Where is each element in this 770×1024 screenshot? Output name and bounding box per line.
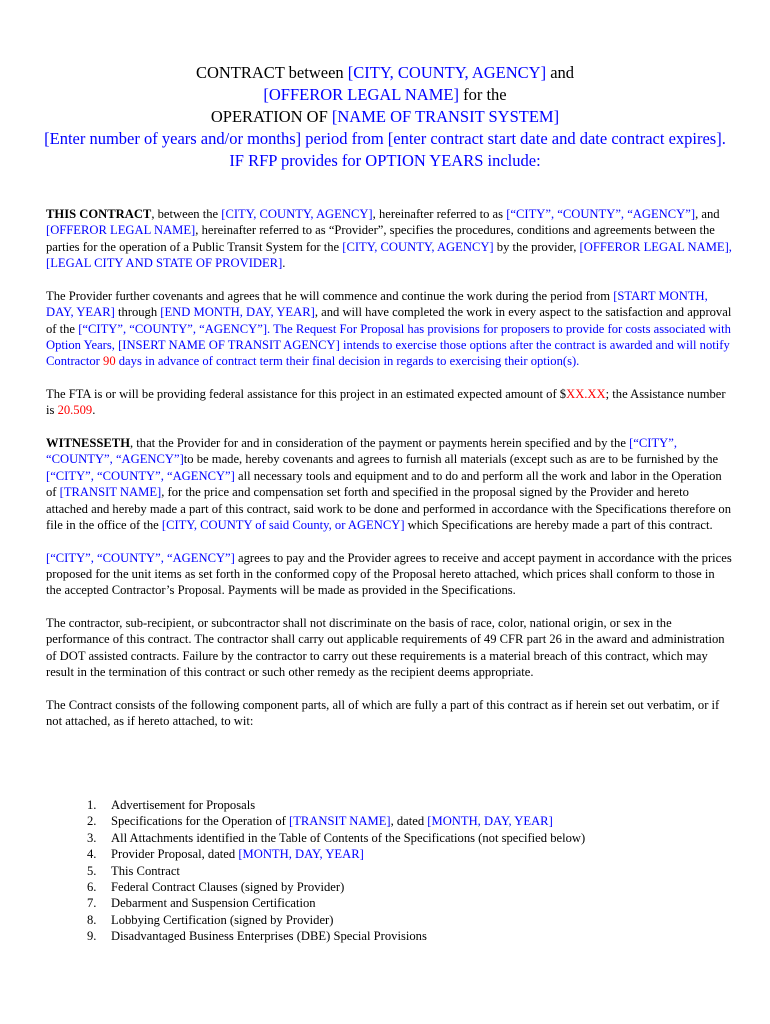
list-item-text: Provider Proposal, dated [MONTH, DAY, YEAR] bbox=[111, 847, 364, 862]
list-item-number: 6. bbox=[87, 880, 97, 895]
agency-placeholder: [CITY, COUNTY, AGENCY] bbox=[347, 63, 547, 82]
list-item-number: 7. bbox=[87, 896, 97, 911]
paragraph-witnesseth: WITNESSETH, that the Provider for and in consideration of the payment or payments herein specified and by the [“CITY”, “COUNTY”, “AGENCY”]to be made, hereby covenants and agrees to furnish all materials (except such as are to be furnished by the [“CITY”, “COUNTY”, “AGENCY”] all necessary tools and equipment and to do and perform all the work and labor in the Operation of [TRANSIT NAME], for the price and compensation set forth and specified in the proposal signed by the Provider and hereto attached and hereby made a part of this contract, said work to be done and performed in accordance with the Specifications therefore on file in the office of the [CITY, COUNTY of said County, or AGENCY] which Specifications are hereby made a part of this contract. bbox=[46, 436, 732, 533]
paragraph-fta-assistance: The FTA is or will be providing federal assistance for this project in an estimated expected amount of $XX.XX; the Assistance number is 20.509. bbox=[46, 387, 726, 418]
list-item bbox=[87, 797, 727, 813]
title-period-note: [Enter number of years and/or months] period from [enter contract start date and date contract expires]. IF RFP provides for OPTION YEARS include: bbox=[44, 129, 726, 170]
list-item bbox=[87, 813, 727, 829]
transit-system-placeholder: [NAME OF TRANSIT SYSTEM] bbox=[331, 107, 560, 126]
list-item bbox=[87, 863, 727, 879]
list-item-number: 1. bbox=[87, 798, 97, 812]
title-line-3: OPERATION OF [NAME OF TRANSIT SYSTEM] bbox=[210, 107, 560, 126]
list-item-number: 2. bbox=[87, 814, 97, 829]
contract-body bbox=[46, 206, 732, 746]
list-item-text: Debarment and Suspension Certification bbox=[111, 896, 316, 911]
list-item-text: Lobbying Certification (signed by Provider) bbox=[111, 912, 334, 927]
list-item-text: Federal Contract Clauses (signed by Provider) bbox=[111, 880, 345, 895]
list-item-text: Advertisement for Proposals bbox=[111, 798, 256, 812]
title-line-2: [OFFEROR LEGAL NAME] for the bbox=[263, 85, 507, 104]
paragraph-this-contract: THIS CONTRACT, between the [CITY, COUNTY, AGENCY], hereinafter referred to as [“CITY”, “COUNTY”, “AGENCY”], and [OFFEROR LEGAL NAME], hereinafter referred to as “Provider”, specifies the procedures, conditions and agreements between the parties for the operation of a Public Transit System for the [CITY, COUNTY, AGENCY] by the provider, [OFFEROR LEGAL NAME], [LEGAL CITY AND STATE OF PROVIDER]. bbox=[46, 207, 732, 271]
list-item bbox=[87, 912, 727, 928]
title-line-1: CONTRACT between [CITY, COUNTY, AGENCY] and bbox=[195, 63, 575, 82]
list-item bbox=[87, 928, 727, 944]
list-item-text: Disadvantaged Business Enterprises (DBE) Special Provisions bbox=[111, 929, 427, 944]
list-item-text: Specifications for the Operation of [TRANSIT NAME], dated [MONTH, DAY, YEAR] bbox=[111, 814, 553, 829]
list-item-number: 3. bbox=[87, 830, 97, 845]
list-item bbox=[87, 895, 727, 911]
list-item-number: 4. bbox=[87, 847, 97, 862]
list-item bbox=[87, 830, 727, 846]
list-item-text: This Contract bbox=[111, 863, 180, 878]
list-item bbox=[87, 846, 727, 862]
paragraph-payment: [“CITY”, “COUNTY”, “AGENCY”] agrees to pay and the Provider agrees to receive and accept payment in accordance with the prices proposed for the unit items as set forth in the conformed copy of the Proposal hereto attached, which prices shall conform to those in the accepted Contractor’s Proposal. Payments will be made as provided in the Specifications. bbox=[46, 550, 732, 598]
component-parts-list bbox=[87, 797, 727, 945]
list-item-text: All Attachments identified in the Table of Contents of the Specifications (not specified below) bbox=[111, 830, 586, 845]
paragraph-covenants: The Provider further covenants and agrees that he will commence and continue the work during the period from [START MONTH, DAY, YEAR] through [END MONTH, DAY, YEAR], and will have completed the work in every aspect to the satisfaction and approval of the [“CITY”, “COUNTY”, “AGENCY”]. The Request For Proposal has provisions for proposers to provide for costs associated with Option Years, [INSERT NAME OF TRANSIT AGENCY] intends to exercise those options after the contract is awarded and will notify Contractor 90 days in advance of contract term their final decision in regards to exercising their option(s). bbox=[46, 288, 732, 369]
paragraph-nondiscrimination: The contractor, sub-recipient, or subcontractor shall not discriminate on the basis of race, color, national origin, or sex in the performance of this contract. The contractor shall carry out applicable requirements of 49 CFR part 26 in the award and administration of DOT assisted contracts. Failure by the contractor to carry out these requirements is a material breach of this contract, which may result in the termination of this contract or such other remedy as the recipient deems appropriate. bbox=[46, 616, 725, 680]
list-item-number: 9. bbox=[87, 929, 97, 944]
list-item bbox=[87, 879, 727, 895]
contract-title bbox=[40, 62, 730, 172]
paragraph-component-parts: The Contract consists of the following component parts, all of which are fully a part of this contract as if herein set out verbatim, or if not attached, as if hereto attached, to wit: bbox=[46, 697, 720, 729]
list-item-number: 8. bbox=[87, 912, 97, 927]
offeror-placeholder: [OFFEROR LEGAL NAME] bbox=[263, 85, 459, 104]
list-item-number: 5. bbox=[87, 863, 97, 878]
